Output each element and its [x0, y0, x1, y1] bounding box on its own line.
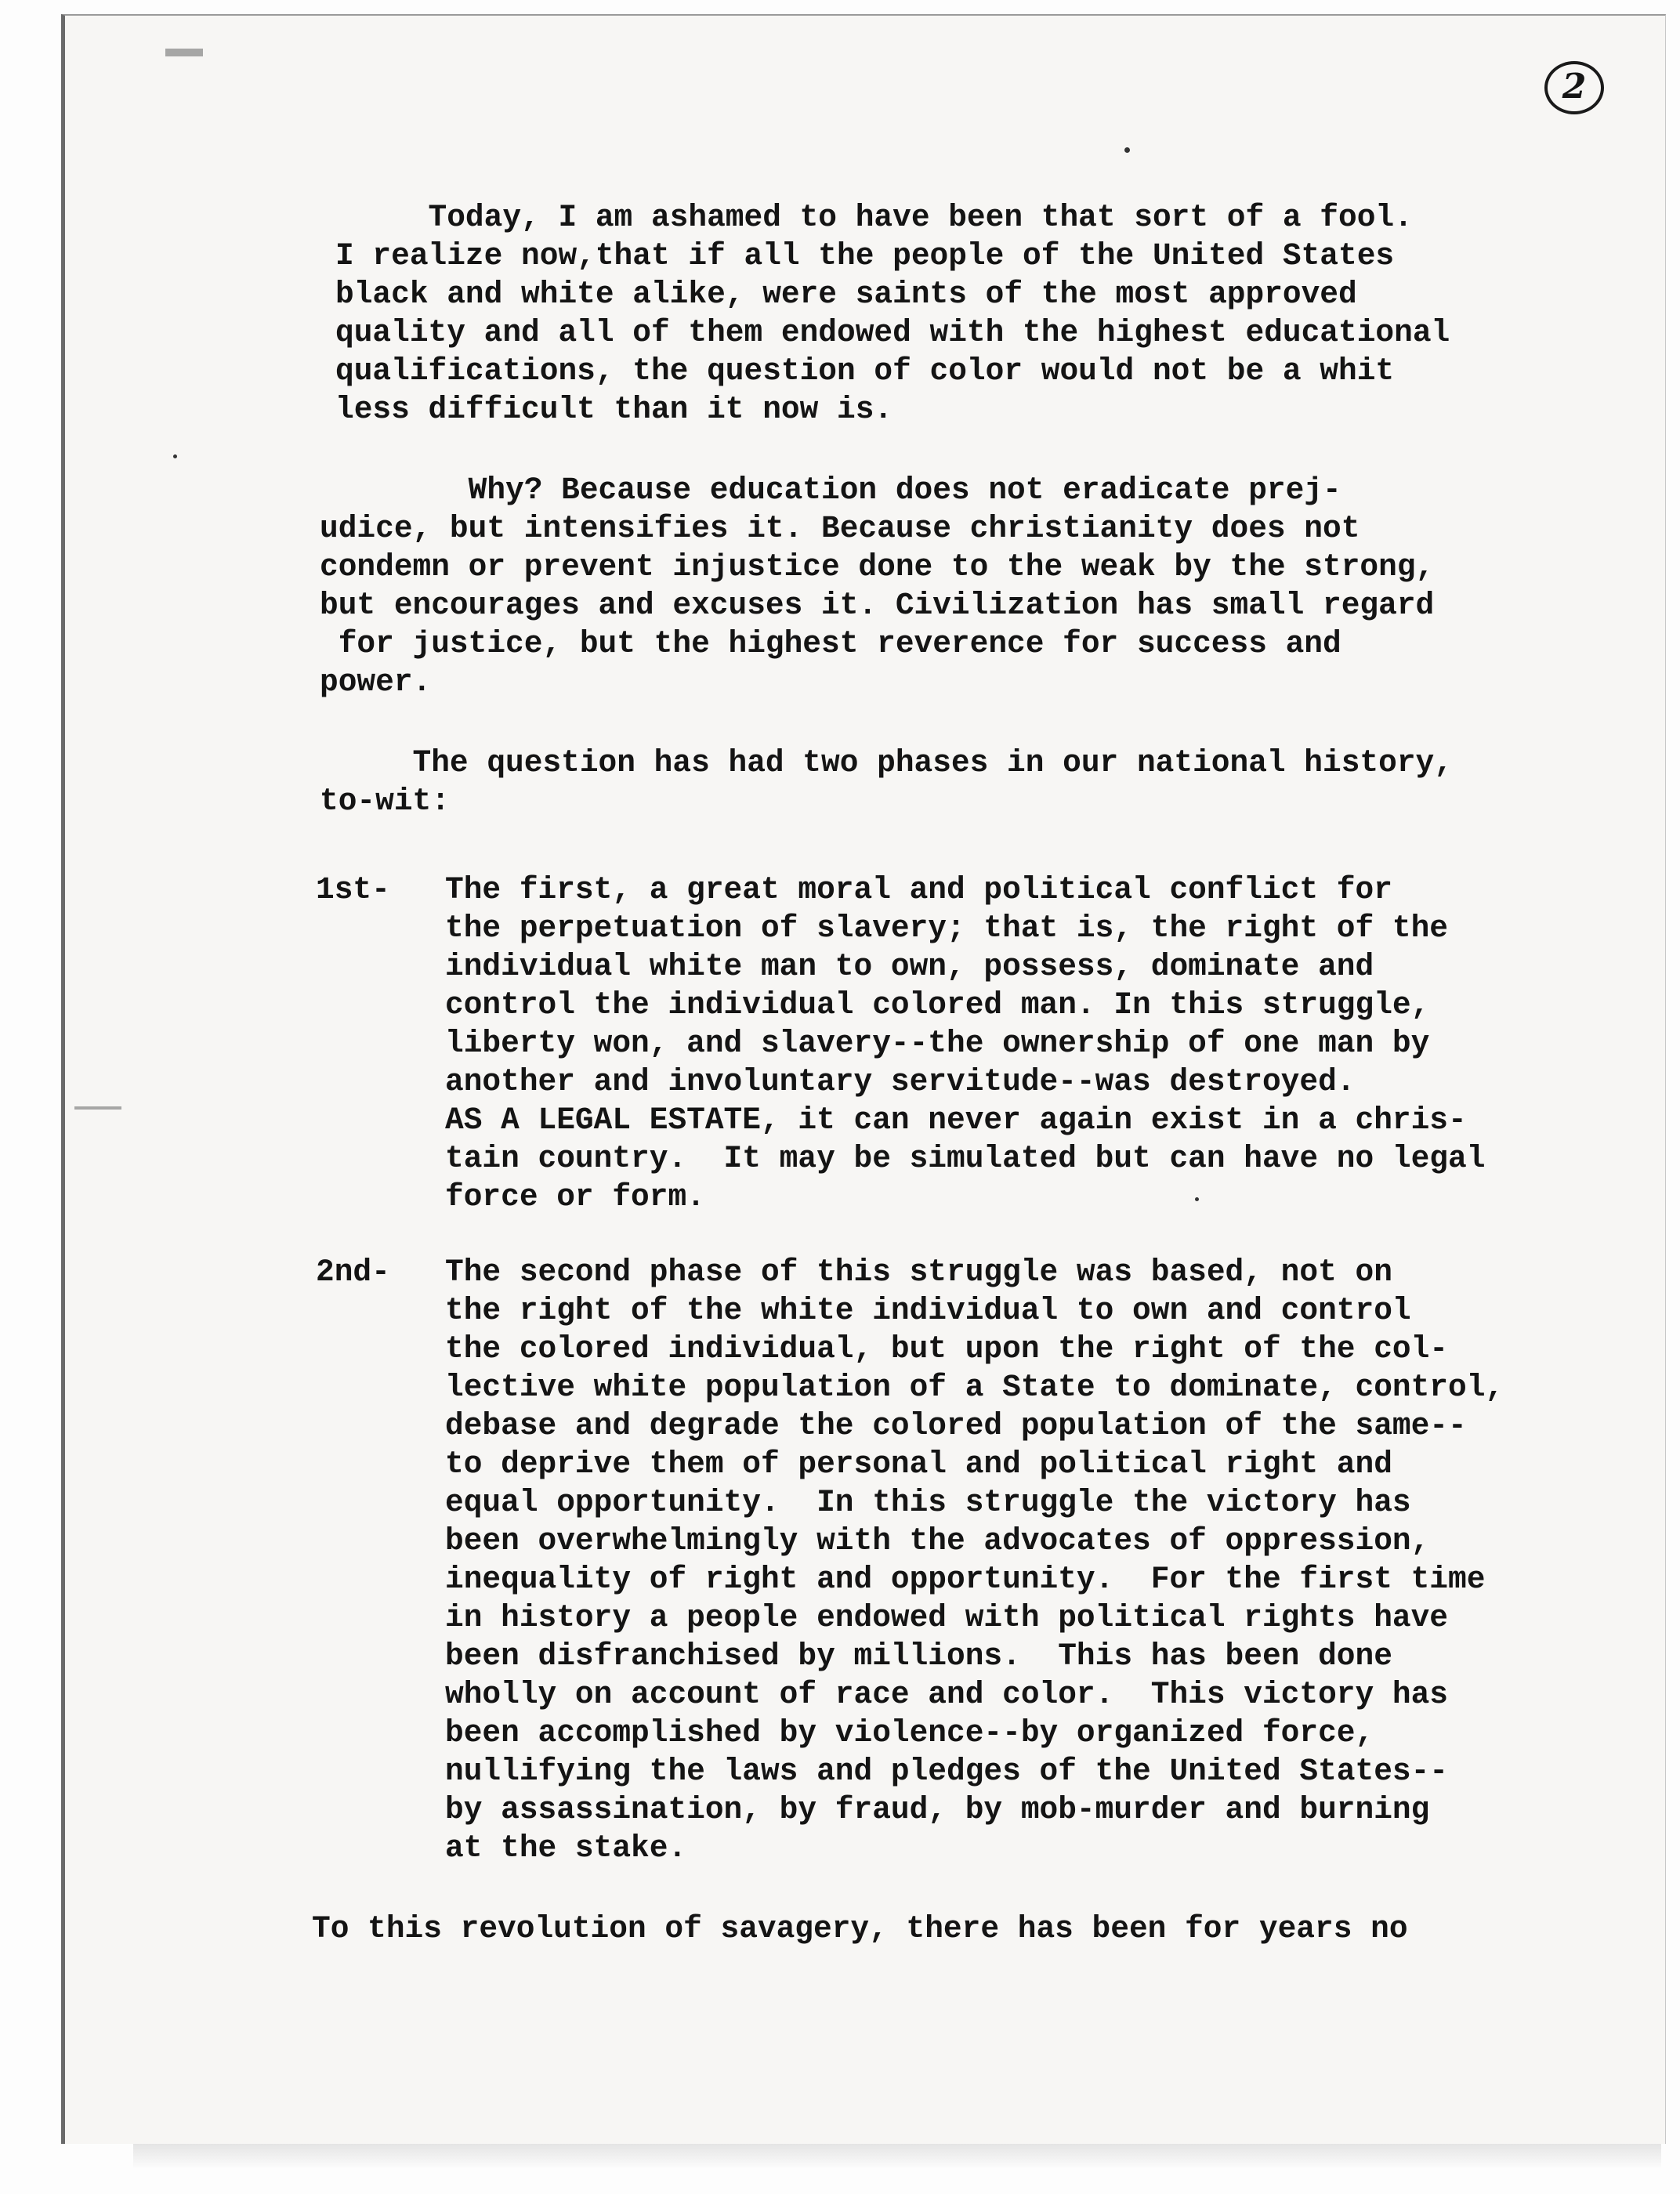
- text-line: lective white population of a State to dominate, control,: [445, 1370, 1504, 1405]
- text-line: at the stake.: [445, 1830, 687, 1866]
- scan-speck: [1124, 147, 1130, 153]
- text-line: condemn or prevent injustice done to the weak by the strong,: [320, 549, 1435, 585]
- text-line: the colored individual, but upon the right of the col-: [445, 1331, 1449, 1367]
- text-line: less difficult than it now is.: [335, 392, 893, 427]
- text-line: inequality of right and opportunity. For the first time: [445, 1562, 1486, 1597]
- text-line: for justice, but the highest reverence for success and: [320, 626, 1341, 661]
- text-line: another and involuntary servitude--was destroyed.: [445, 1064, 1356, 1099]
- text-line: I realize now,that if all the people of the United States: [335, 238, 1395, 273]
- text-line: The first, a great moral and political conflict for: [445, 872, 1392, 907]
- text-line: quality and all of them endowed with the highest educational: [335, 315, 1450, 350]
- text-line: qualifications, the question of color would not be a whit: [335, 353, 1395, 389]
- text-line: to-wit:: [320, 784, 450, 819]
- text-line: been accomplished by violence--by organized force,: [445, 1715, 1374, 1750]
- text-line: black and white alike, were saints of the most approved: [335, 277, 1357, 312]
- scan-speck: [1195, 1197, 1199, 1201]
- sheet-shadow: [133, 2144, 1661, 2167]
- text-line: liberty won, and slavery--the ownership of one man by: [445, 1026, 1430, 1061]
- text-line: debase and degrade the colored population of the same--: [445, 1408, 1467, 1443]
- text-line: tain country. It may be simulated but can have no legal: [445, 1141, 1486, 1176]
- text-line: Today, I am ashamed to have been that sort of a fool.: [335, 200, 1413, 235]
- text-line: udice, but intensifies it. Because christianity does not: [320, 511, 1360, 546]
- scan-mark: [74, 1106, 121, 1110]
- text-line: To this revolution of savagery, there has been for years no: [312, 1911, 1408, 1946]
- text-line: been disfranchised by millions. This has been done: [445, 1638, 1392, 1674]
- page-number: 2: [1544, 61, 1604, 114]
- text-line: AS A LEGAL ESTATE, it can never again exist in a chris-: [445, 1102, 1467, 1138]
- text-line: wholly on account of race and color. This victory has: [445, 1677, 1449, 1712]
- text-line: Why? Because education does not eradicate prej-: [320, 472, 1341, 508]
- text-line: individual white man to own, possess, dominate and: [445, 949, 1374, 984]
- scan-mark: [165, 49, 203, 56]
- scan-speck: [173, 454, 177, 458]
- document-page: [61, 14, 1666, 2144]
- text-line: to deprive them of personal and political right and: [445, 1446, 1392, 1482]
- text-line: The second phase of this struggle was based, not on: [445, 1254, 1392, 1290]
- text-line: the perpetuation of slavery; that is, the right of the: [445, 911, 1449, 946]
- text-line: The question has had two phases in our national history,: [320, 745, 1453, 780]
- text-line: power.: [320, 664, 432, 700]
- text-line: force or form.: [445, 1179, 705, 1215]
- text-line: but encourages and excuses it. Civilization has small regard: [320, 588, 1435, 623]
- text-line: equal opportunity. In this struggle the victory has: [445, 1485, 1411, 1520]
- list-marker: 2nd-: [316, 1254, 390, 1290]
- list-marker: 1st-: [316, 872, 390, 907]
- text-line: the right of the white individual to own and control: [445, 1293, 1411, 1328]
- text-line: in history a people endowed with political rights have: [445, 1600, 1449, 1635]
- text-line: control the individual colored man. In this struggle,: [445, 987, 1430, 1023]
- text-line: by assassination, by fraud, by mob-murder and burning: [445, 1792, 1430, 1827]
- text-line: nullifying the laws and pledges of the United States--: [445, 1754, 1449, 1789]
- text-line: been overwhelmingly with the advocates of oppression,: [445, 1523, 1430, 1559]
